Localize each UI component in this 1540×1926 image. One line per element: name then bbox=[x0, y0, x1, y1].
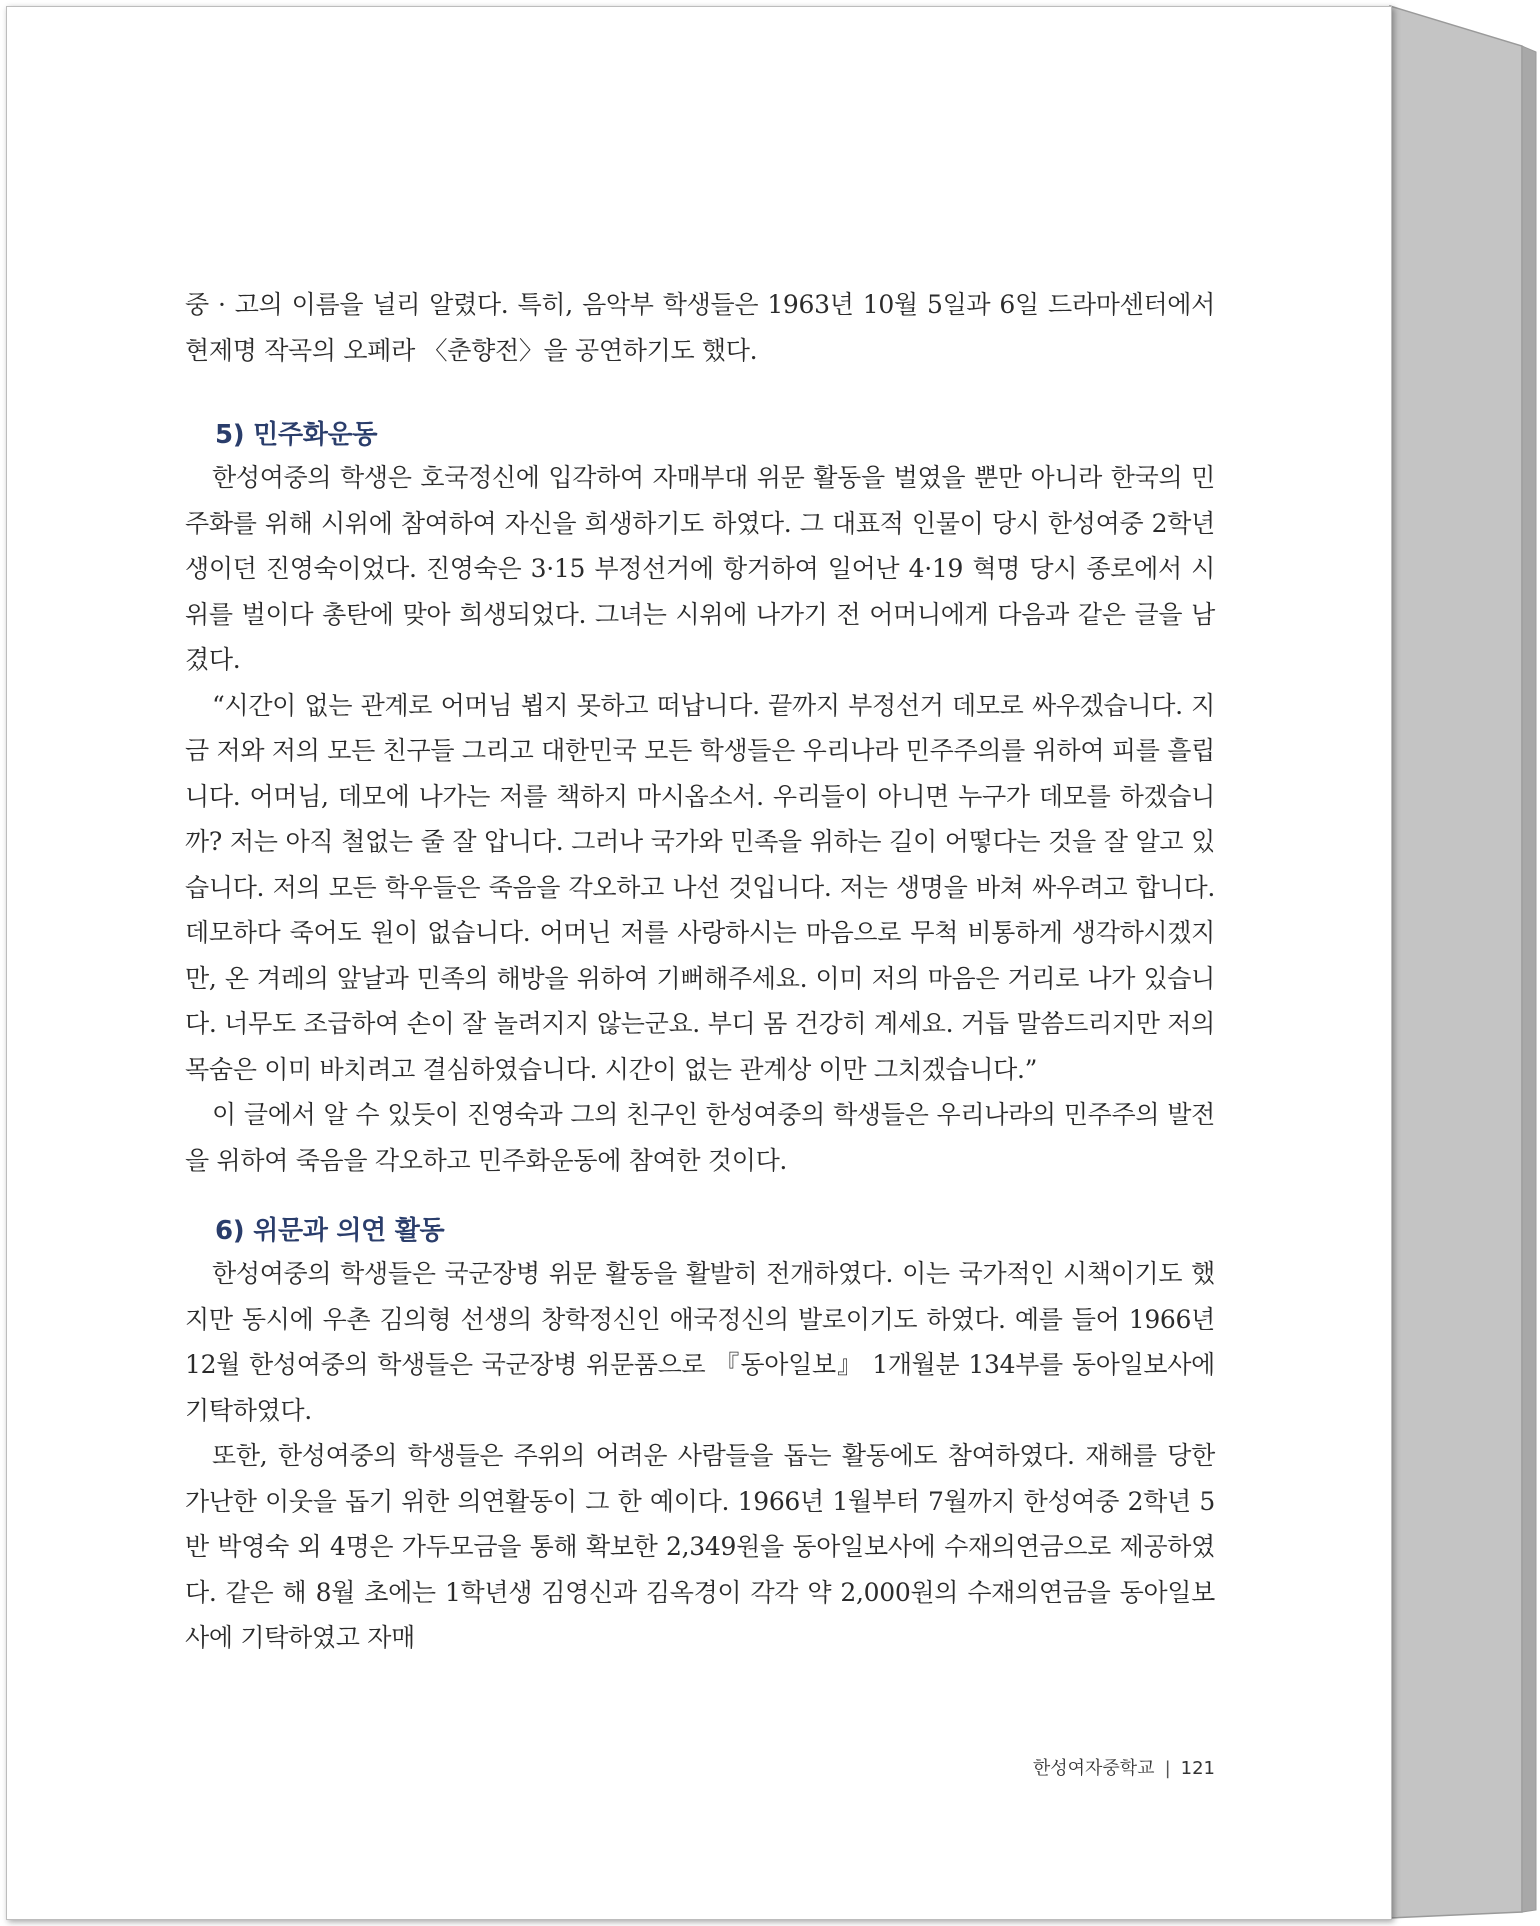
section-6-heading: 6) 위문과 의연 활동 bbox=[215, 1216, 445, 1246]
section-5-heading: 5) 민주화운동 bbox=[215, 420, 378, 450]
footer-school-name: 한성여자중학교 bbox=[1032, 1758, 1155, 1779]
intro-paragraph: 중 · 고의 이름을 널리 알렸다. 특히, 음악부 학생들은 1963년 10월 5일과 6일 드라마센터에서 현제명 작곡의 오페라 〈춘향전〉을 공연하기도 했다. bbox=[185, 290, 1215, 365]
page-content bbox=[185, 282, 1215, 1661]
section-6-paragraph-2: 또한, 한성여중의 학생들은 주위의 어려운 사람들을 돕는 활동에도 참여하였다. 재해를 당한 가난한 이웃을 돕기 위한 의연활동이 그 한 예이다. 1966년 1월부터 7월까지 한성여중 2학년 5반 박영숙 외 4명은 가두모금을 통해 확보한 2,349원을 동아일보사에 수재의연금으로 제공하였다. 같은 해 8월 초에는 1학년생 김영신과 김옥경이 각각 약 2,000원의 수재의연금을 동아일보사에 기탁하였고 자매 bbox=[185, 1441, 1215, 1652]
book-edge-back bbox=[1522, 46, 1536, 1912]
book-edge-face bbox=[1390, 6, 1522, 1918]
section-5-quote: “시간이 없는 관계로 어머님 뵙지 못하고 떠납니다. 끝까지 부정선거 데모로 싸우겠습니다. 지금 저와 저의 모든 친구들 그리고 대한민국 모든 학생들은 우리나라 민주주의를 위하여 피를 흘립니다. 어머님, 데모에 나가는 저를 책하지 마시옵소서. 우리들이 아니면 누구가 데모를 하겠습니까? 저는 아직 철없는 줄 잘 압니다. 그러나 국가와 민족을 위하는 길이 어떻다는 것을 잘 알고 있습니다. 저의 모든 학우들은 죽음을 각오하고 나선 것입니다. 저는 생명을 바쳐 싸우려고 합니다. 데모하다 죽어도 원이 없습니다. 어머닌 저를 사랑하시는 마음으로 무척 비통하게 생각하시겠지만, 온 겨레의 앞날과 민족의 해방을 위하여 기뻐해주세요. 이미 저의 마음은 거리로 나가 있습니다. 너무도 조급하여 손이 잘 놀려지지 않는군요. 부디 몸 건강히 계세요. 거듭 말씀드리지만 저의 목숨은 이미 바치려고 결심하였습니다. 시간이 없는 관계상 이만 그치겠습니다.” bbox=[185, 690, 1215, 1084]
footer-separator: | bbox=[1164, 1758, 1171, 1779]
section-5-paragraph-2: 이 글에서 알 수 있듯이 진영숙과 그의 친구인 한성여중의 학생들은 우리나라의 민주주의 발전을 위하여 죽음을 각오하고 민주화운동에 참여한 것이다. bbox=[185, 1100, 1215, 1175]
section-6-paragraph-1: 한성여중의 학생들은 국군장병 위문 활동을 활발히 전개하였다. 이는 국가적인 시책이기도 했지만 동시에 우촌 김의형 선생의 창학정신인 애국정신의 발로이기도 하였다. 예를 들어 1966년 12월 한성여중의 학생들은 국군장병 위문품으로 『동아일보』 1개월분 134부를 동아일보사에 기탁하였다. bbox=[185, 1259, 1215, 1425]
page-number: 121 bbox=[1180, 1758, 1215, 1779]
page-footer bbox=[1033, 1754, 1215, 1780]
section-5-paragraph-1: 한성여중의 학생은 호국정신에 입각하여 자매부대 위문 활동을 벌였을 뿐만 아니라 한국의 민주화를 위해 시위에 참여하여 자신을 희생하기도 하였다. 그 대표적 인물이 당시 한성여중 2학년생이던 진영숙이었다. 진영숙은 3·15 부정선거에 항거하여 일어난 4·19 혁명 당시 종로에서 시위를 벌이다 총탄에 맞아 희생되었다. 그녀는 시위에 나가기 전 어머니에게 다음과 같은 글을 남겼다. bbox=[185, 463, 1215, 674]
